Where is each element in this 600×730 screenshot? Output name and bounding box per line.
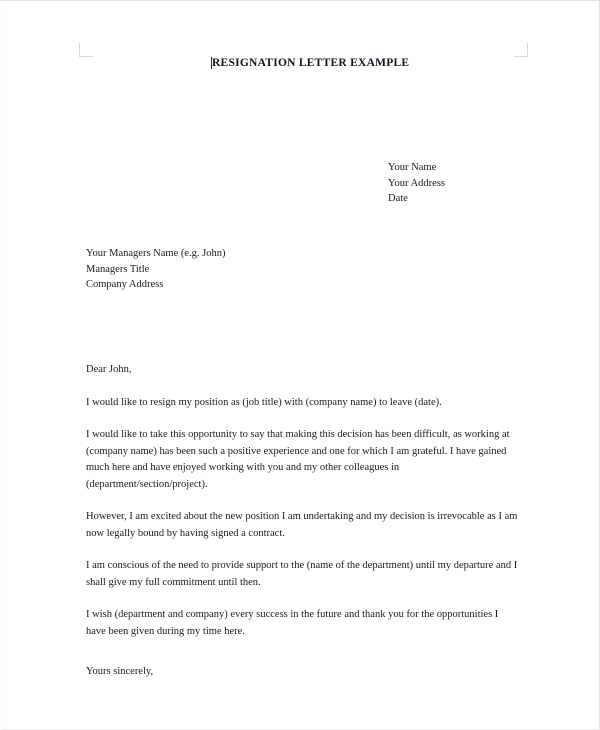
- salutation: Dear John,: [86, 364, 132, 375]
- crop-mark-top-left-icon: [79, 43, 93, 57]
- crop-mark-top-right-icon: [514, 43, 528, 57]
- recipient-title: Managers Title: [86, 263, 150, 275]
- body-paragraph-2: I would like to take this opportunity to say that making this decision has been difficult, as working at (company name) has been such a positive experience and one for which I am grateful. I have gained much here and have enjoyed working with you and my other colleagues in (department/section/project).: [86, 429, 510, 490]
- document-title: RESIGNATION LETTER EXAMPLE: [212, 57, 410, 69]
- body-paragraph-4: I am conscious of the need to provide support to the (name of the department) until my departure and I shall give my full commitment until then.: [86, 560, 518, 588]
- sender-address: Your Address: [388, 177, 445, 189]
- body-paragraph-3: However, I am excited about the new position I am undertaking and my decision is irrevocable as I am now legally bound by having signed a contract.: [86, 511, 518, 539]
- sender-date: Date: [388, 193, 408, 204]
- letter-body: [86, 362, 519, 681]
- sender-name: Your Name: [388, 162, 437, 173]
- recipient-address-block: [86, 246, 226, 293]
- sender-address-block: [388, 160, 445, 207]
- closing-salutation: Yours sincerely,: [86, 666, 154, 677]
- body-paragraph-5: I wish (department and company) every success in the future and thank you for the opportunities I have been given during my time here.: [86, 609, 499, 637]
- recipient-address: Company Address: [86, 279, 164, 290]
- recipient-name: Your Managers Name (e.g. John): [86, 248, 226, 259]
- body-paragraph-1: I would like to resign my position as (job title) with (company name) to leave (date).: [86, 396, 442, 408]
